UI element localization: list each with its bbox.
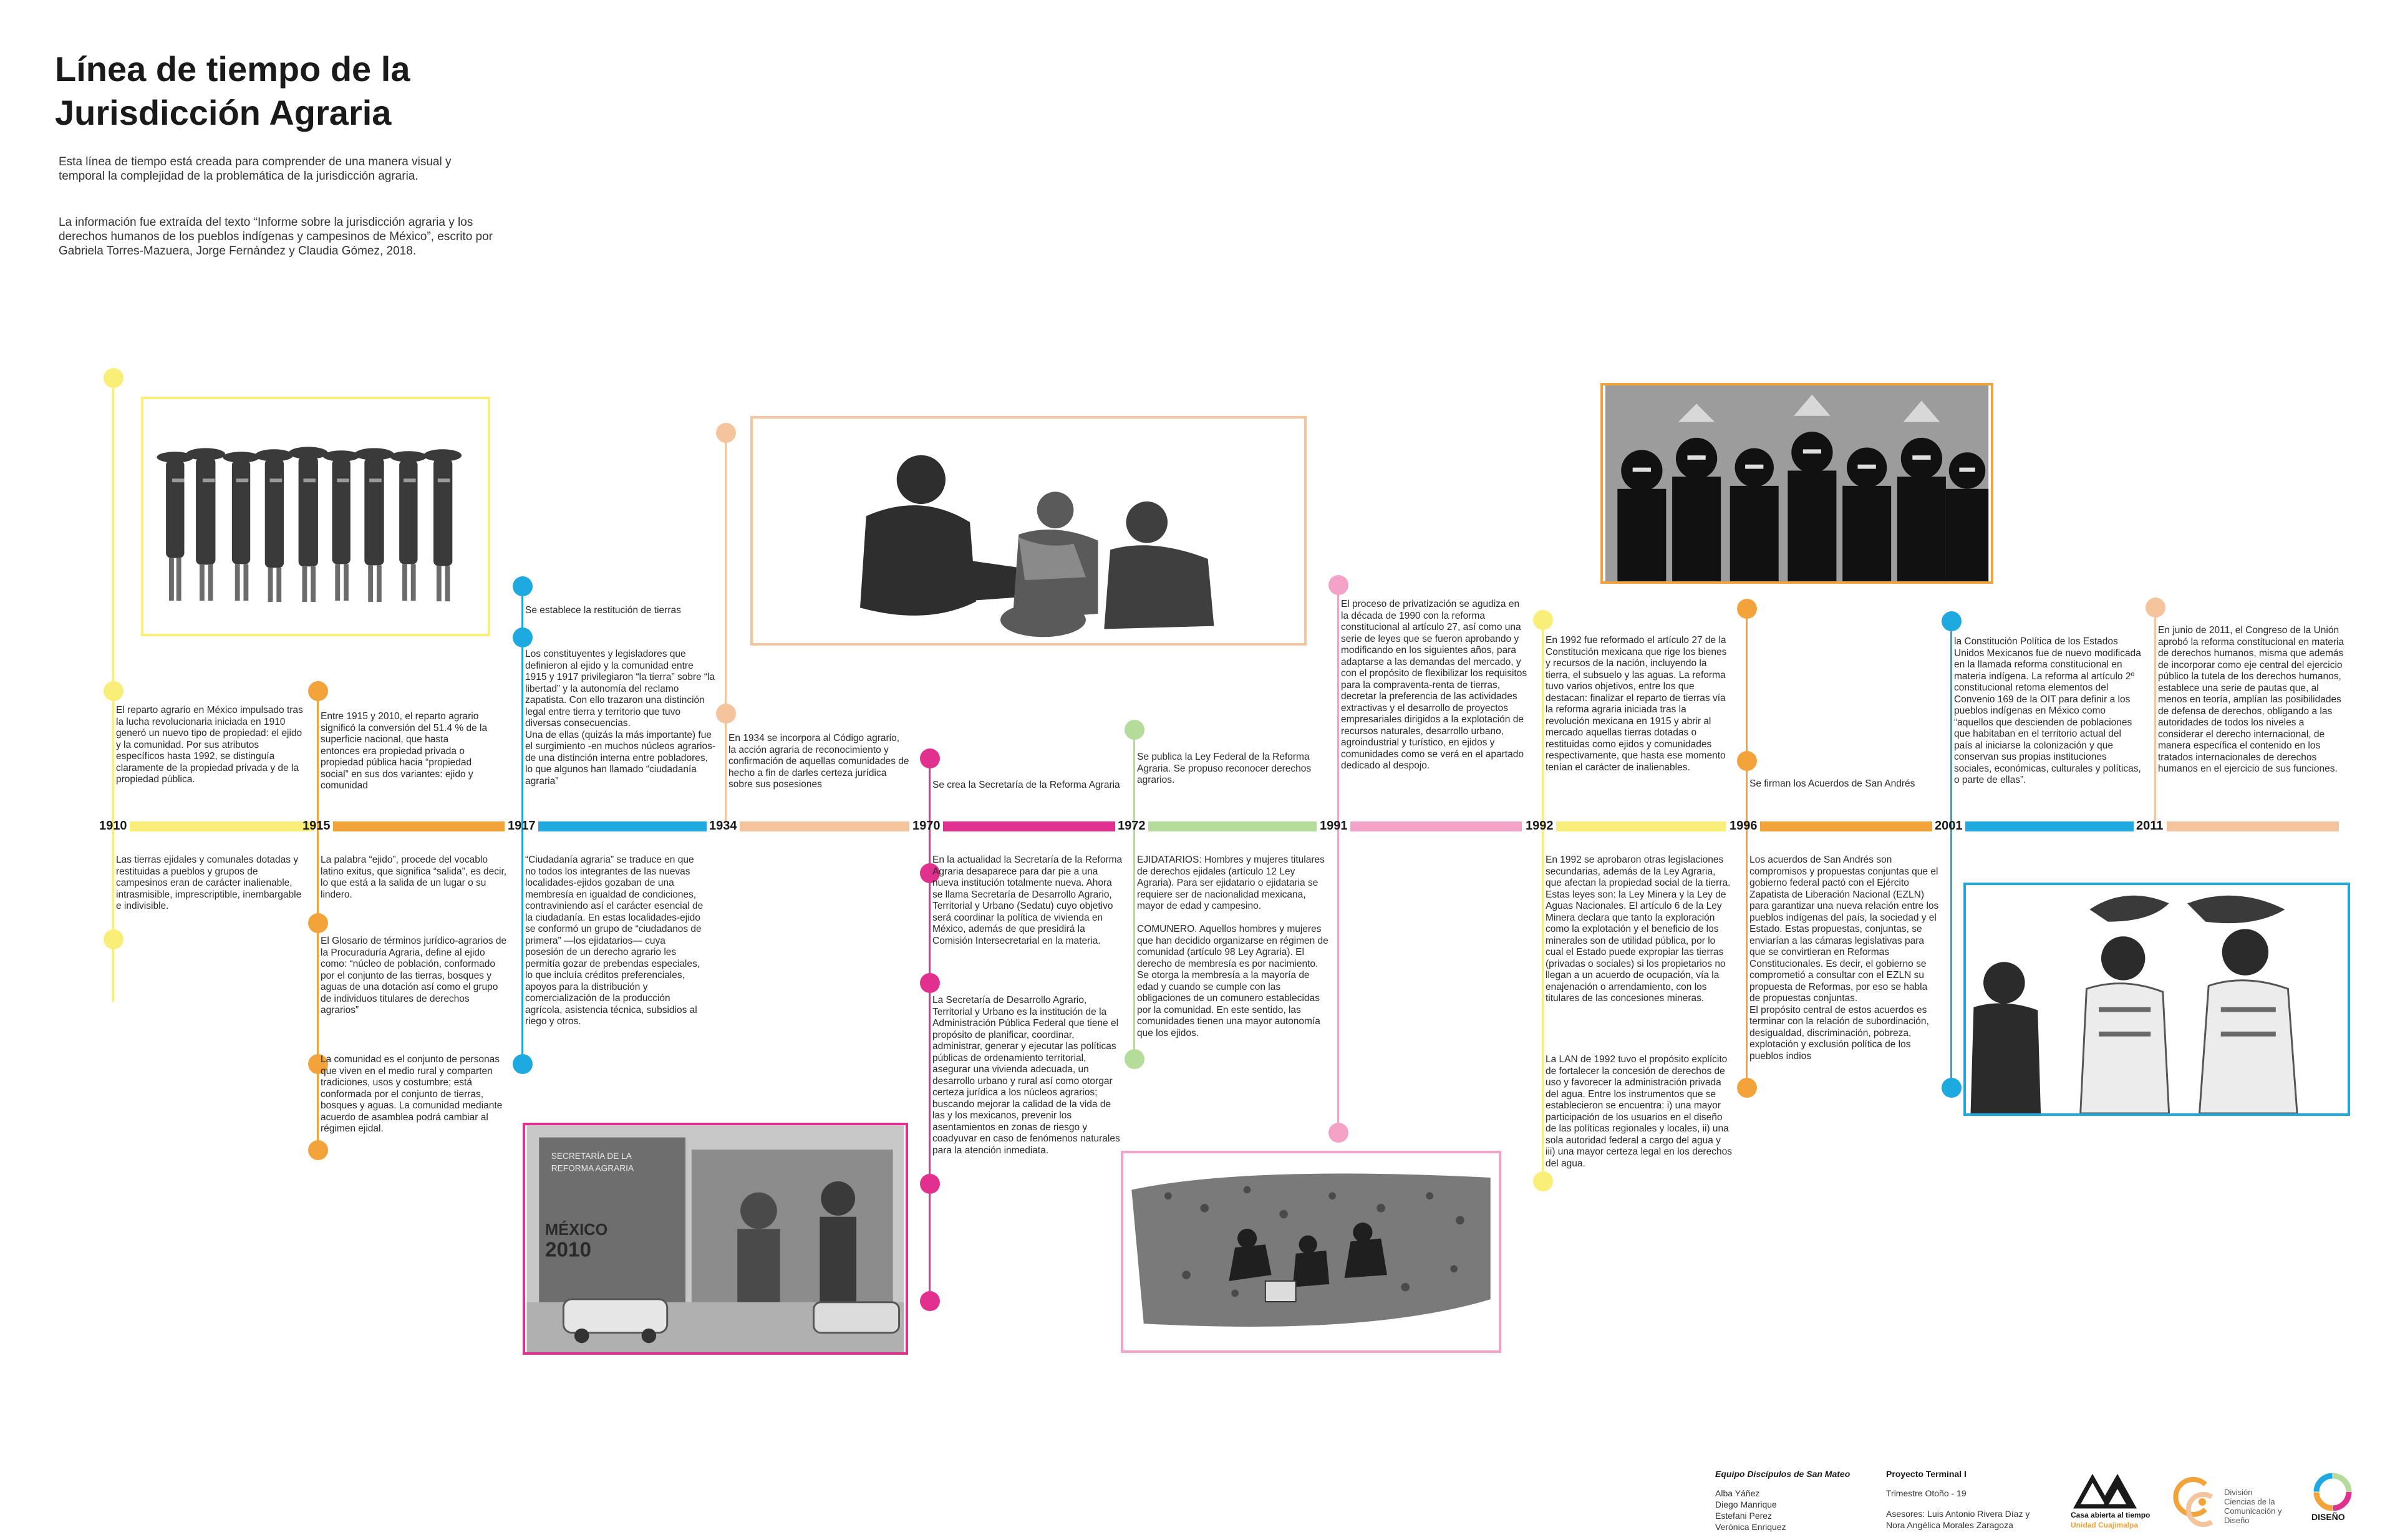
uam-unit: Unidad Cuajimalpa	[2071, 1521, 2139, 1529]
advisors: Asesores: Luis Antonio Rivera Díaz y Nora Angélica Morales Zaragoza	[1886, 1509, 2030, 1530]
connector-line-2011	[2154, 608, 2156, 821]
uam-logo	[2071, 1472, 2152, 1534]
year-label-1934: 1934	[709, 819, 737, 833]
building-sign-line2: REFORMA AGRARIA	[551, 1163, 634, 1173]
poster-text-2: 2010	[545, 1238, 591, 1262]
photo-secretaria-building	[523, 1123, 908, 1355]
photo-field-workers	[1121, 1151, 1501, 1353]
timeline-dot	[1328, 1123, 1348, 1143]
text-1934-top: En 1934 se incorpora al Código agrario, la acción agraria de reconocimiento y confirmación de aquellas comunidades de hecho a fin de darles certeza jurídica sobre sus posesiones	[728, 733, 909, 790]
text-1992-bottom-2: La LAN de 1992 tuvo el propósito explícito de fortalecer la concesión de derechos de uso y favorecer la administración privada del agua. Entre los instrumentos que se establecieron se encuentra: i) una mayor participación de los usuarios en el diseño de las políticas regionales y locales, ii) una sola autoridad federal a cargo del agua y iii) una mayor certeza legal en los derechos del agua.	[1546, 1054, 1732, 1169]
timeline-dot	[104, 929, 123, 949]
timeline-dot	[513, 627, 533, 647]
timeline-dot	[1737, 751, 1757, 771]
connector-line-1996	[1746, 608, 1748, 1088]
timeline-dot	[513, 576, 533, 596]
intro-paragraph-2: La información fue extraída del texto “Informe sobre la jurisdicción agraria y los derechos humanos de los pueblos indígenas y campesinos de México”, escrito por Gabriela Torres-Mazuera, Jorge Fernández y Claudia Gómez, 2018.	[59, 216, 493, 258]
year-label-1917: 1917	[508, 819, 536, 833]
segment-1970	[943, 821, 1115, 831]
segment-1996	[1760, 821, 1932, 831]
text-1915-bottom-1: La palabra “ejido”, procede del vocablo latino exitus, que significa “salida”, es decir, lo que está a la salida de un lugar o su lindero.	[321, 855, 507, 900]
photo-ezln-group	[1600, 383, 1993, 584]
term-label: Trimestre Otoño - 19	[1886, 1488, 1967, 1498]
text-1910-top: El reparto agrario en México impulsado tras la lucha revolucionaria iniciada en 1910 generó un nuevo tipo de propiedad: el ejido y la comunidad. Por sus atributos específicos hasta 1992, se distinguía claramente de la propiedad privada y de la propiedad pública.	[116, 705, 303, 785]
timeline-dot	[1125, 720, 1144, 740]
segment-1917	[538, 821, 707, 831]
year-label-1996: 1996	[1730, 819, 1758, 833]
timeline-dot	[920, 973, 940, 993]
page-title: Línea de tiempo de la Jurisdicción Agraria	[55, 49, 410, 132]
segment-1910	[130, 821, 314, 831]
intro-paragraph-1: Esta línea de tiempo está creada para comprender de una manera visual y temporal la complejidad de la problemática de la jurisdicción agraria.	[59, 155, 452, 183]
text-1970-top: Se crea la Secretaría de la Reforma Agraria	[932, 780, 1120, 790]
ccd-logo	[2168, 1472, 2224, 1534]
year-label-1991: 1991	[1320, 819, 1348, 833]
project-heading: Proyecto Terminal I	[1886, 1469, 1967, 1479]
text-1917-bottom: “Ciudadanía agraria” se traduce en que no todos los integrantes de las nuevas localidades-ejidos gozaban de una membresía en igualdad de condiciones, contraviniendo así el carácter esencial de la ciudadanía. En estas localidades-ejido se conformó un grupo de “ciudadanos de primera” —los ejidatarios— cuya posesión de un derecho agrario les permitía gozar de prebendas especiales, lo que incluía créditos preferenciales, apoyos para la distribución y comercialización de la producción agrícola, asistencia técnica, subsidios al riego y otros.	[525, 855, 704, 1027]
photo-indigenous-elders	[1963, 883, 2350, 1116]
poster-text-1: MÉXICO	[545, 1221, 608, 1239]
timeline-dot	[1328, 575, 1348, 595]
timeline-dot	[920, 1291, 940, 1311]
segment-2011	[2167, 821, 2339, 831]
photo-farmers-conversation	[750, 416, 1307, 646]
segment-1972	[1148, 821, 1317, 831]
text-1972-bottom: EJIDATARIOS: Hombres y mujeres titulares de derechos ejidales (artículo 12 Ley Agraria). Para ser ejidatario o ejidataria se requiere ser de nacionalidad mexicana, mayor de edad y campesino. COMUNERO. Aquellos hombres y mujeres que han decidido organizarse en régimen de comunidad (artículo 98 Ley Agraria). El derecho de membresía es por nacimiento. Se otorga la membresía a la mayoría de edad y cuando se cumple con las obligaciones de un comunero establecidas por la comunidad. En este sentido, las comunidades tienen una mayor autonomía que los ejidos.	[1137, 855, 1328, 1039]
year-label-1915: 1915	[302, 819, 331, 833]
timeline-dot	[920, 748, 940, 768]
segment-1915	[333, 821, 505, 831]
division-label: División Ciencias de la Comunicación y Diseño	[2224, 1488, 2282, 1525]
timeline-dot	[1125, 1049, 1144, 1069]
text-1970-bottom-2: La Secretaría de Desarrollo Agrario, Territorial y Urbano es la institución de la Administración Pública Federal que tiene el propósito de planificar, coordinar, administrar, generar y ejecutar las políticas públicas de ordenamiento territorial, asegurar una vivienda adecuada, un desarrollo urbano y rural así como otorgar certeza jurídica a los núcleos agrarios; buscando mejorar la calidad de la vida de las y los mexicanos, prevenir los asentamientos en zonas de riesgo y coadyuvar en caso de fenómenos naturales para la atención inmediata.	[932, 995, 1120, 1156]
connector-line-1972	[1133, 730, 1135, 1060]
year-label-2011: 2011	[2136, 819, 2164, 833]
text-2011-top: En junio de 2011, el Congreso de la Unión aprobó la reforma constitucional en materia de derechos humanos, misma que además de incorporar como eje central del ejercicio público la tutela de los derechos humanos, establece una serie de pautas que, al menos en teoría, amplían las posibilidades de defensa de derechos, obligando a las autoridades de todos los niveles a considerar el derecho internacional, de manera específica el contenido en los tratados internacionales de derechos humanos en el ejercicio de sus funciones.	[2158, 625, 2344, 774]
team-members: Alba Yáñez Diego Manrique Estefani Perez Verónica Enriquez	[1715, 1488, 1786, 1532]
timeline-dot	[1737, 599, 1757, 619]
year-label-2001: 2001	[1935, 819, 1963, 833]
timeline-dot	[308, 1140, 328, 1160]
uam-tagline: Casa abierta al tiempo	[2071, 1511, 2151, 1519]
text-1915-top: Entre 1915 y 2010, el reparto agrario significó la conversión del 51.4 % de la superficie nacional, que hasta entonces era propiedad privada o propiedad pública hacia “propiedad social” en sus dos variantes: ejido y comunidad	[321, 711, 488, 791]
text-1970-bottom-1: En la actualidad la Secretaría de la Reforma Agraria desaparece para dar pie a una nueva institución totalmente nueva. Ahora se llama Secretaría de Desarrollo Agrario, Territorial y Urbano (Sedatu) cuyo objetivo será coordinar la política de vivienda en México, además de que presidirá la Comisión Intersecretarial en la materia.	[932, 855, 1123, 946]
timeline-dot	[1533, 1171, 1553, 1191]
text-1910-bottom: Las tierras ejidales y comunales dotadas y restituidas a pueblos y grupos de campesinos eran de carácter inalienable, intrasmisible, imprescriptible, inembargable e indivisible.	[116, 855, 302, 911]
connector-line-1992	[1542, 617, 1544, 1185]
team-heading: Equipo Discípulos de San Mateo	[1715, 1469, 1851, 1479]
year-label-1970: 1970	[912, 819, 941, 833]
text-1972-top: Se publica la Ley Federal de la Reforma Agraria. Se propuso reconocer derechos agrarios.	[1137, 752, 1312, 785]
year-label-1910: 1910	[99, 819, 127, 833]
connector-line-1970	[929, 758, 931, 1307]
connector-line-1991	[1337, 585, 1339, 1134]
connector-line-1934	[725, 433, 727, 821]
year-label-1992: 1992	[1526, 819, 1554, 833]
timeline-dot	[1942, 611, 1962, 631]
timeline-dot	[716, 704, 736, 724]
timeline-dot	[1737, 1078, 1757, 1098]
building-sign-line1: SECRETARÍA DE LA	[551, 1151, 632, 1161]
timeline-dot	[104, 368, 123, 388]
segment-1992	[1556, 821, 1726, 831]
text-1992-bottom-1: En 1992 se aprobaron otras legislaciones secundarias, además de la Ley Agraria, que afectan la propiedad social de la tierra. Estas leyes son: la Ley Minera y la Ley de Aguas Nacionales. El artículo 6 de la Ley Minera declara que tanto la exploración como la explotación y el beneficio de los minerales son de utilidad pública, por lo cual el Estado puede expropiar las tierras (privadas o sociales) si los propietarios no llegan a un acuerdo de ocupación, vía la enajenación o arrendamiento, con los titulares de las concesiones mineras.	[1546, 855, 1731, 1004]
diseno-logo	[2308, 1473, 2358, 1529]
text-1996-bottom: Los acuerdos de San Andrés son compromisos y propuestas conjuntas que el gobierno federal pactó con el Ejército Zapatista de Liberación Nacional (EZLN) para garantizar una nueva relación entre los pueblos indígenas del país, la sociedad y el Estado. Estas propuestas, conjuntas, se enviarían a las cámaras legislativas para que se convirtieran en Reformas Constitucionales. Es decir, el gobierno se comprometió a consultar con el EZLN su propuesta de Reformas, por eso se habla de propuestas conjuntas. El propósito central de estos acuerdos es terminar con la relación de subordinación, desigualdad, discriminación, pobreza, explotación y exclusión política de los pueblos indios	[1749, 855, 1939, 1062]
diseno-label: DISEÑO	[2311, 1512, 2345, 1522]
timeline-dot	[513, 1054, 533, 1074]
segment-1991	[1350, 821, 1522, 831]
text-1917-top-1: Se establece la restitución de tierras	[525, 605, 681, 616]
connector-line-2001	[1950, 621, 1952, 1088]
timeline-dot	[920, 1174, 940, 1194]
segment-1934	[740, 821, 909, 831]
timeline-dot	[2146, 598, 2165, 617]
segment-2001	[1965, 821, 2134, 831]
timeline-dot	[104, 681, 123, 701]
text-2001-top: la Constitución Política de los Estados Unidos Mexicanos fue de nuevo modificada en la llamada reforma constitucional en materia indígena. La reforma al artículo 2º constitucional retoma elementos del Convenio 169 de la OIT para definir a los pueblos indígenas en México como “aquellos que descienden de poblaciones que habitaban en el territorio actual del país al iniciarse la colonización y que conservan sus propias instituciones sociales, económicas, culturales y políticas, o parte de ellas”.	[1954, 636, 2141, 785]
text-1991-top: El proceso de privatización se agudiza en la década de 1990 con la reforma constitucional al artículo 27, así como una serie de leyes que se fueron aprobando y modificando en los siguientes años, para adaptarse a las demandas del mercado, y con el propósito de flexibilizar los requisitos para la compraventa-renta de tierras, decretar la preferencia de las actividades extractivas y el desarrollo de proyectos empresariales dirigidos a la explotación de recursos naturales, desarrollo urbano, agroindustrial y turístico, en ejidos y comunidades como se verá en el apartado dedicado al despojo.	[1341, 599, 1527, 771]
timeline-dot	[1533, 610, 1553, 630]
text-1996-top: Se firman los Acuerdos de San Andrés	[1749, 778, 1915, 789]
text-1915-bottom-2: El Glosario de términos jurídico-agrarios de la Procuraduría Agraria, define al ejido como: “núcleo de población, conformado por el conjunto de las tierras, bosques y aguas de una dotación así como el grupo de individuos titulares de derechos agrarios”	[321, 936, 507, 1015]
photo-revolutionaries	[141, 397, 490, 636]
timeline-dot	[1942, 1078, 1962, 1098]
text-1917-top-2: Los constituyentes y legisladores que definieron al ejido y la comunidad entre 1915 y 1917 privilegiaron “la tierra” sobre “la libertad” y la autonomía del reclamo zapatista. Con ello trazaron una distinción legal entre tierra y territorio que tuvo diversas consecuencias. Una de ellas (quizás la más importante) fue el surgimiento -en muchos núcleos agrarios- de una distinción interna entre pobladores, lo que algunos han llamado “ciudadanía agraria”	[525, 649, 715, 787]
timeline-dot	[308, 681, 328, 701]
year-label-1972: 1972	[1118, 819, 1146, 833]
text-1915-bottom-3: La comunidad es el conjunto de personas que viven en el medio rural y comparten tradiciones, usos y costumbre; está conformada por el conjunto de tierras, bosques y aguas. La comunidad mediante acuerdo de asamblea podrá cambiar al régimen ejidal.	[321, 1054, 503, 1134]
timeline-dot	[308, 913, 328, 933]
timeline-dot	[716, 423, 736, 443]
text-1992-top: En 1992 fue reformado el artículo 27 de la Constitución mexicana que rige los bienes y recursos de la nación, incluyendo la tierra, el subsuelo y las aguas. La reforma tuvo varios objetivos, entre los que destacan: finalizar el reparto de tierras vía la reforma agraria iniciada tras la revolución mexicana en 1915 y abrir al mercado aquellas tierras dotadas o restituidas como ejidos y comunidades respectivamente, que hasta ese momento tenían el carácter de inalienables.	[1546, 635, 1727, 773]
